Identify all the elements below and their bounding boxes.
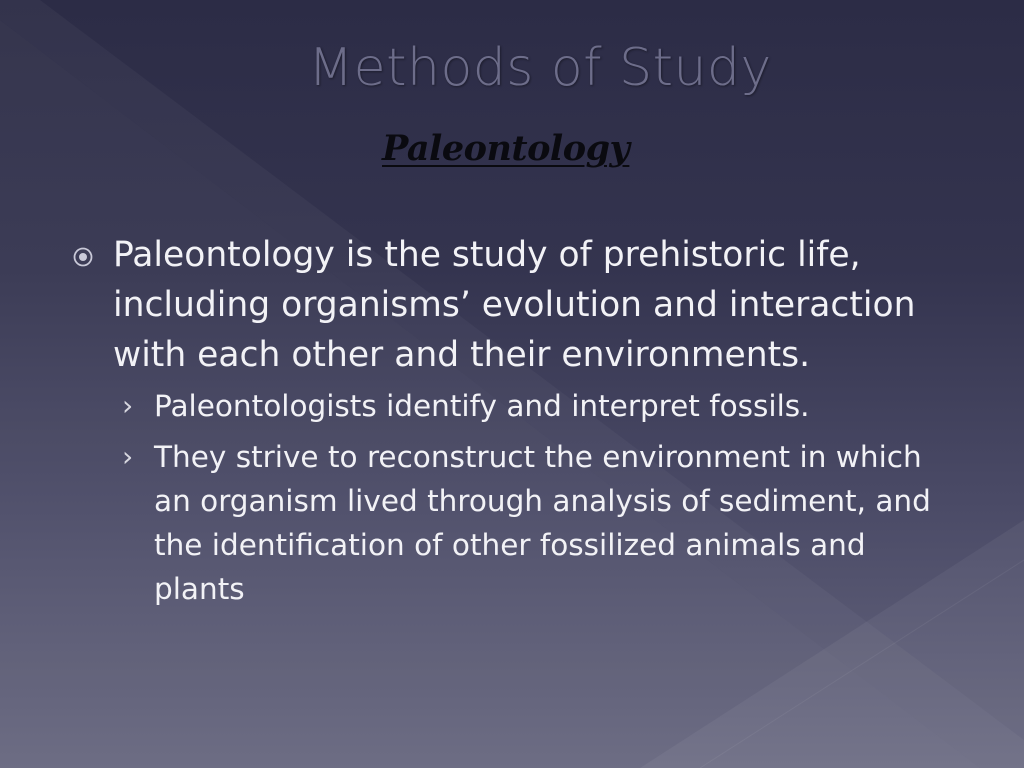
sub-bullet-text: Paleontologists identify and interpret fossils. [154,389,810,423]
slide-content [70,230,960,618]
sub-bullet-item [122,435,960,611]
sub-bullet-item [122,384,960,428]
chevron-right-icon: › [122,389,134,422]
circled-dot-bullet-icon [70,244,96,270]
sub-bullet-list [122,384,960,611]
slide-subtitle: Paleontology [382,128,630,169]
slide-title: Methods of Study [308,38,772,98]
bullet-text: Paleontology is the study of prehistoric life, including organisms’ evolution and interaction with each other and their environments. [113,235,916,375]
chevron-right-icon: › [122,440,134,473]
bullet-item [70,230,960,380]
sub-bullet-text: They strive to reconstruct the environment in which an organism lived through analysis of sediment, and the identification of other fossilized animals and plants [154,440,931,606]
